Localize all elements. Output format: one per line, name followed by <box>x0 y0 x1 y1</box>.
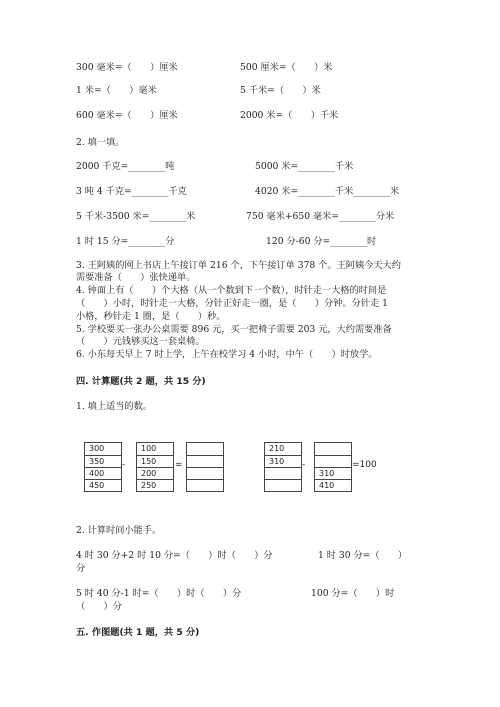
box-c <box>186 442 224 492</box>
box-b-cell: 150 <box>137 455 173 467</box>
sec4-q1: 1. 填上适当的数。 <box>76 401 152 412</box>
q5-line2: （ ）元钱够买这一套桌椅。 <box>76 336 205 347</box>
p1-r1b: 500 厘米=（ ）米 <box>240 62 333 73</box>
box-b-cell: 100 <box>141 444 157 453</box>
p1-r1a: 300 毫米=（ ）厘米 <box>76 62 178 73</box>
box-e-cell: 310 <box>315 467 351 479</box>
sec4-r1a: 4 时 30 分+2 时 10 分=（ ）时（ ）分 <box>76 550 273 561</box>
box-a-cell: 400 <box>85 467 121 479</box>
minus-sign: - <box>122 460 126 470</box>
box-a-cell: 300 <box>89 444 105 453</box>
sec4-r1c: 分 <box>76 563 86 574</box>
box-d-cell: 310 <box>265 455 301 467</box>
box-d-cell[interactable] <box>265 467 301 479</box>
box-c-cell[interactable] <box>187 479 223 491</box>
q2-r1b: 5000 米=________千米 <box>255 161 354 172</box>
box-a-cell: 350 <box>85 455 121 467</box>
box-e <box>314 442 352 492</box>
q2-r2a: 3 吨 4 千克=________千克 <box>76 186 187 197</box>
box-e-cell[interactable] <box>315 455 351 467</box>
q3-line1: 3. 王阿姨的网上书店上午接订单 216 个，下午接订单 378 个。王阿姨今天大约 <box>76 260 401 271</box>
box-d <box>264 442 302 492</box>
sec4-r2c: （ ）分 <box>76 601 122 612</box>
sec4-r2a: 5 时 40 分-1 时=（ ）时（ ）分 <box>76 588 242 599</box>
p1-r3a: 600 毫米=（ ）厘米 <box>76 110 178 121</box>
box-c-cell[interactable] <box>187 455 223 467</box>
p1-r3b: 2000 米=（ ）千米 <box>240 110 339 121</box>
box-c-cell[interactable] <box>187 443 223 455</box>
q2-r4b: 120 分-60 分=________时 <box>266 236 377 247</box>
q4-line2: （ ）小时，时针走一大格，分针正好走一圈，是（ ）分钟。分针走 1 <box>76 298 388 309</box>
box-e-cell[interactable] <box>315 443 351 455</box>
p1-r2b: 5 千米=（ ）米 <box>240 85 321 96</box>
sec5-title: 五. 作图题(共 1 题，共 5 分) <box>76 627 200 638</box>
q2-r4a: 1 时 15 分=________分 <box>76 236 175 247</box>
box-d-cell[interactable] <box>265 479 301 491</box>
box-a <box>84 442 122 492</box>
equals-100: =100 <box>352 460 377 470</box>
sec4-r2b: 100 分=（ ）时 <box>311 588 395 599</box>
q2-r3b: 750 毫米+650 毫米=________分米 <box>246 211 395 222</box>
box-a-cell: 450 <box>85 479 121 491</box>
box-b-cell: 250 <box>137 479 173 491</box>
q4-line3: 小格，秒针走 1 圈，是（ ）秒。 <box>76 311 226 322</box>
q2-title: 2. 填一填。 <box>76 137 125 148</box>
q5-line1: 5. 学校要买一张办公桌需要 896 元，买一把椅子需要 203 元，大约需要准备 <box>76 324 392 335</box>
sec4-title: 四. 计算题(共 2 题，共 15 分) <box>76 376 206 387</box>
q4-line1: 4. 钟面上有（ ）个大格（从一个数到下一个数），时针走一大格的时间是 <box>76 285 387 296</box>
q2-r3a: 5 千米-3500 米=________米 <box>76 211 196 222</box>
box-b <box>136 442 174 492</box>
box-c-cell[interactable] <box>187 467 223 479</box>
sec4-r1b: 1 时 30 分=（ ） <box>318 550 408 561</box>
q2-r2b: 4020 米=________千米________米 <box>255 186 400 197</box>
p1-r2a: 1 米=（ ）毫米 <box>76 85 157 96</box>
box-b-cell: 200 <box>137 467 173 479</box>
box-d-cell: 210 <box>269 444 285 453</box>
q3-line2: 需要准备（ ）张快递单。 <box>76 272 196 283</box>
sec4-q2: 2. 计算时间小能手。 <box>76 525 162 536</box>
box-e-cell: 410 <box>315 479 351 491</box>
q6-line1: 6. 小东每天早上 7 时上学，上午在校学习 4 小时，中午（ ）时放学。 <box>76 349 378 360</box>
q2-r1a: 2000 千克=________吨 <box>76 161 175 172</box>
equals-sign: = <box>175 460 183 470</box>
minus-sign: - <box>302 460 306 470</box>
